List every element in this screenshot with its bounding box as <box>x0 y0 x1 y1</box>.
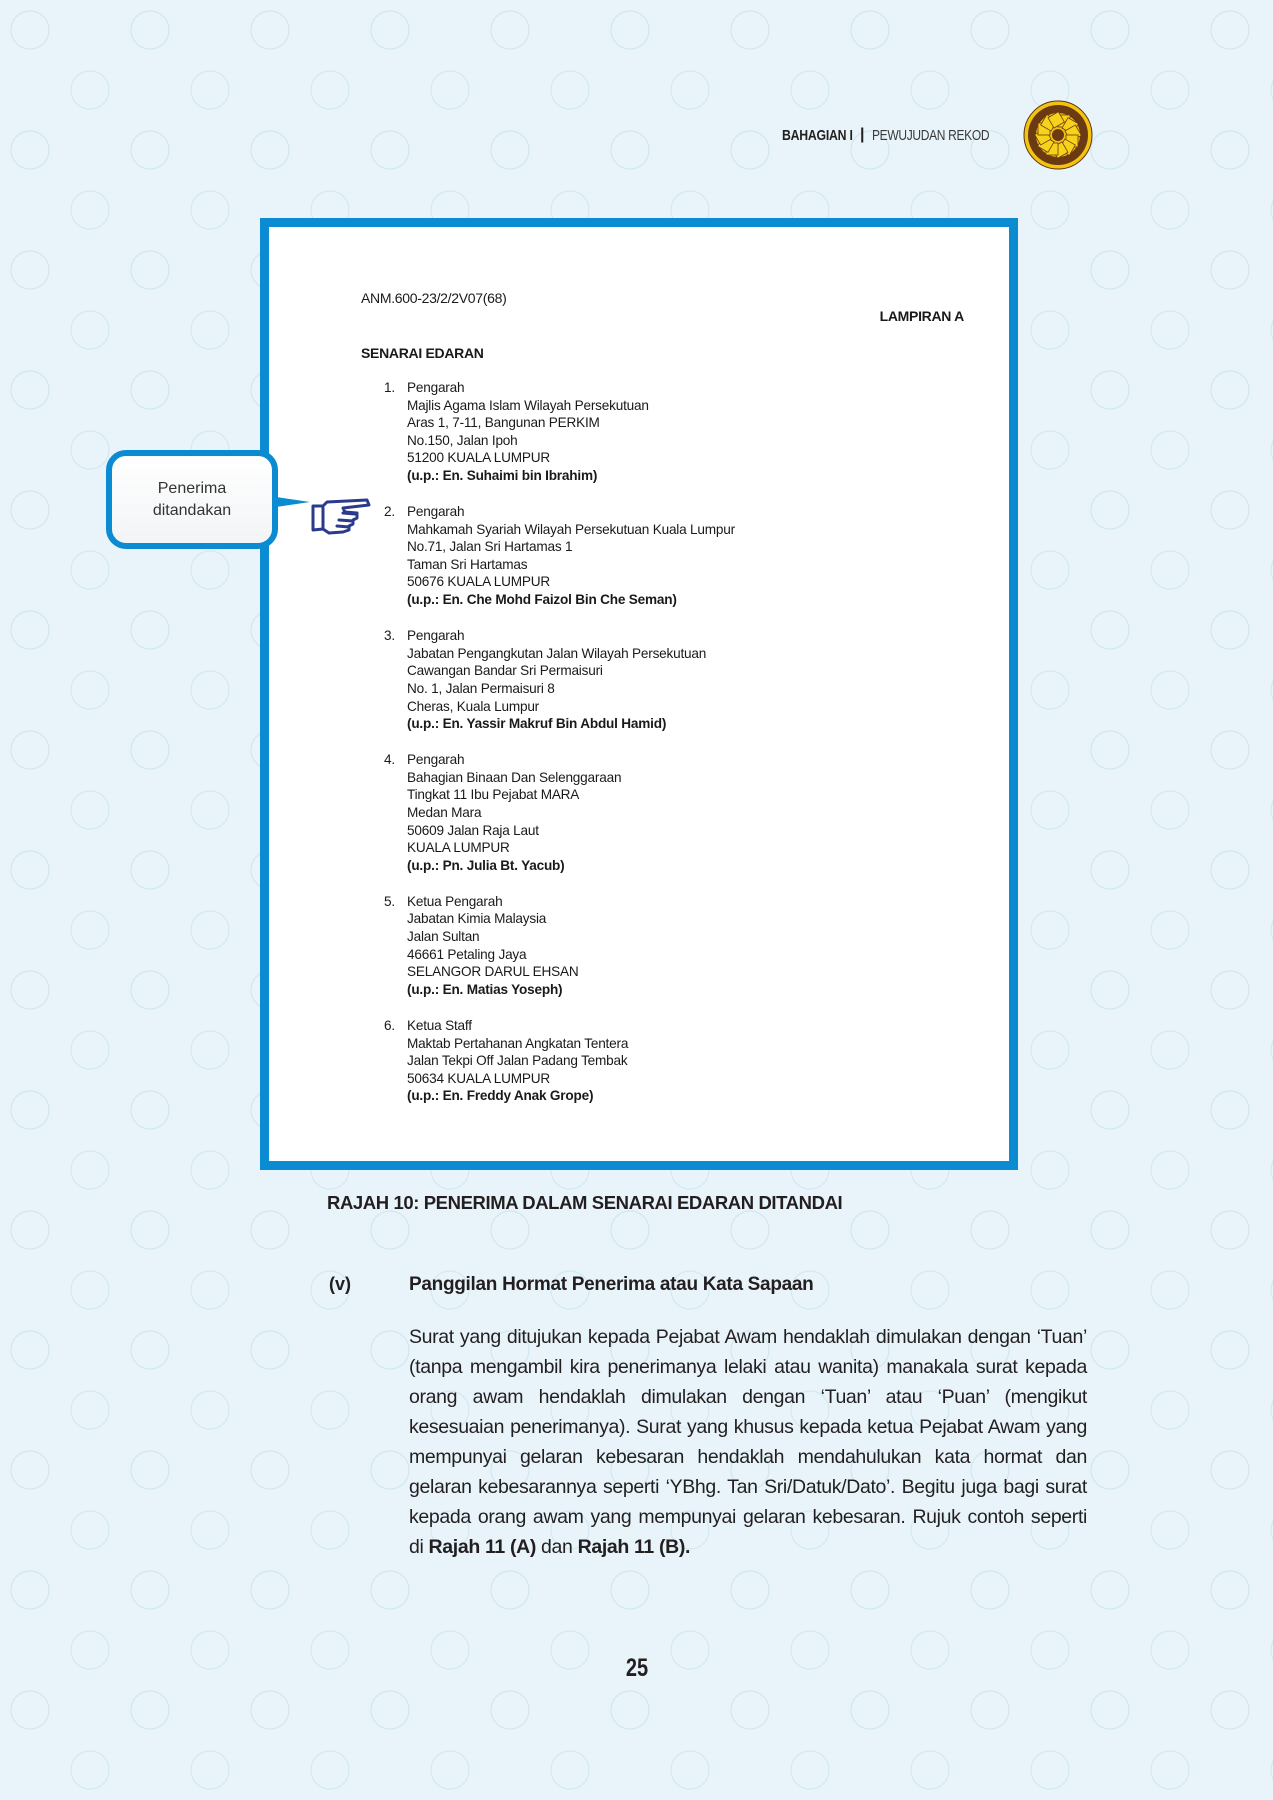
recipient-address-line: Tingkat 11 Ibu Pejabat MARA <box>407 787 580 803</box>
recipient-attention: (u.p.: En. Freddy Anak Grope) <box>407 1088 594 1104</box>
recipient-title: Pengarah <box>407 752 465 768</box>
recipient-item <box>384 379 735 485</box>
recipient-number: 3. <box>384 628 395 644</box>
recipient-item <box>384 751 735 874</box>
recipient-title: Ketua Staff <box>407 1017 472 1033</box>
recipient-number: 2. <box>384 504 395 520</box>
callout-text-line2: ditandakan <box>152 501 232 519</box>
distribution-list-heading: SENARAI EDARAN <box>361 345 484 361</box>
recipient-address-line: Mahkamah Syariah Wilayah Persekutuan Kuala Lumpur <box>407 521 735 537</box>
figure-reference-11a: Rajah 11 (A) <box>428 1536 536 1558</box>
recipient-address-line: Majlis Agama Islam Wilayah Persekutuan <box>407 397 649 413</box>
recipient-address-line: Cawangan Bandar Sri Permaisuri <box>407 663 603 679</box>
recipient-attention: (u.p.: Pn. Julia Bt. Yacub) <box>407 857 565 873</box>
recipient-number: 6. <box>384 1017 395 1033</box>
recipient-address-line: No.150, Jalan Ipoh <box>407 432 518 448</box>
distribution-list <box>384 379 735 1123</box>
recipient-attention: (u.p.: En. Matias Yoseph) <box>407 981 563 997</box>
recipient-address-line: 51200 KUALA LUMPUR <box>407 450 550 466</box>
recipient-address-line: Cheras, Kuala Lumpur <box>407 698 540 714</box>
recipient-address-line: Taman Sri Hartamas <box>407 556 528 572</box>
figure-frame <box>260 218 1018 1170</box>
header-separator: | <box>860 126 865 143</box>
recipient-address-line: 50609 Jalan Raja Laut <box>407 822 539 838</box>
figure-caption: RAJAH 10: PENERIMA DALAM SENARAI EDARAN DITANDAI <box>327 1192 843 1213</box>
figure-reference-11b: Rajah 11 (B). <box>577 1536 691 1558</box>
recipient-attention: (u.p.: En. Che Mohd Faizol Bin Che Seman) <box>407 592 677 608</box>
callout-box <box>106 450 278 549</box>
recipient-number: 4. <box>384 752 395 768</box>
attachment-label: LAMPIRAN A <box>879 308 964 324</box>
recipient-item <box>384 893 735 999</box>
document-reference-number: ANM.600-23/2/2V07(68) <box>361 290 507 306</box>
body-text: dan <box>535 1536 578 1558</box>
recipient-item-marked <box>384 503 735 609</box>
recipient-title: Pengarah <box>407 380 465 395</box>
recipient-address-line: Medan Mara <box>407 804 482 820</box>
section-heading: Panggilan Hormat Penerima atau Kata Sapaan <box>409 1274 814 1295</box>
recipient-address-line: Jabatan Pengangkutan Jalan Wilayah Persekutuan <box>407 645 707 661</box>
recipient-attention: (u.p.: En. Suhaimi bin Ibrahim) <box>407 467 598 483</box>
page-number: 25 <box>625 1654 649 1682</box>
running-header <box>782 120 1019 150</box>
recipient-address-line: SELANGOR DARUL EHSAN <box>407 964 579 980</box>
pointing-hand-icon <box>309 496 373 536</box>
recipient-address-line: 50676 KUALA LUMPUR <box>407 574 550 590</box>
recipient-number: 1. <box>384 380 395 395</box>
scanned-document <box>269 227 1009 1161</box>
recipient-address-line: Jabatan Kimia Malaysia <box>407 911 547 927</box>
recipient-address-line: 50634 KUALA LUMPUR <box>407 1070 550 1086</box>
section-marker: (v) <box>329 1274 351 1294</box>
recipient-attention: (u.p.: En. Yassir Makruf Bin Abdul Hamid) <box>407 716 667 732</box>
header-section-label: BAHAGIAN I <box>782 126 853 144</box>
recipient-address-line: Jalan Tekpi Off Jalan Padang Tembak <box>407 1053 628 1069</box>
recipient-address-line: No.71, Jalan Sri Hartamas 1 <box>407 539 573 555</box>
body-text: Surat yang ditujukan kepada Pejabat Awam hendaklah dimulakan dengan ‘Tuan’ (tanpa mengambil kira penerimanya lelaki atau wanita) manakala surat kepada orang awam hendaklah dimulakan dengan ‘Tuan’ atau ‘Puan’ (mengikut kesesuaian penerimanya). Surat yang khusus kepada ketua Pejabat Awam yang mempunyai gelaran kebesaran hendaklah mendahulukan kata hormat dan gelaran kebesarannya seperti ‘YBhg. Tan Sri/Datuk/Dato’. Begitu juga bagi surat kepada orang awam yang mempunyai gelaran kebesaran. Rujuk contoh seperti di <box>409 1326 1087 1558</box>
recipient-address-line: Maktab Pertahanan Angkatan Tentera <box>407 1035 629 1051</box>
arkib-negara-logo-icon <box>1023 100 1093 170</box>
recipient-number: 5. <box>384 893 395 909</box>
recipient-address-line: KUALA LUMPUR <box>407 840 510 856</box>
recipient-address-line: Jalan Sultan <box>407 929 480 945</box>
recipient-address-line: Aras 1, 7-11, Bangunan PERKIM <box>407 415 600 431</box>
recipient-address-line: 46661 Petaling Jaya <box>407 946 527 962</box>
header-chapter-title: PEWUJUDAN REKOD <box>872 126 990 144</box>
callout-pointer-icon <box>276 497 310 507</box>
callout-text-line1: Penerima <box>157 479 227 497</box>
recipient-item <box>384 627 735 733</box>
recipient-title: Pengarah <box>407 504 465 520</box>
recipient-address-line: No. 1, Jalan Permaisuri 8 <box>407 680 555 696</box>
recipient-item <box>384 1017 735 1105</box>
recipient-title: Pengarah <box>407 628 465 644</box>
recipient-address-line: Bahagian Binaan Dan Selenggaraan <box>407 769 622 785</box>
recipient-title: Ketua Pengarah <box>407 893 503 909</box>
section-body-paragraph <box>409 1322 1087 1562</box>
